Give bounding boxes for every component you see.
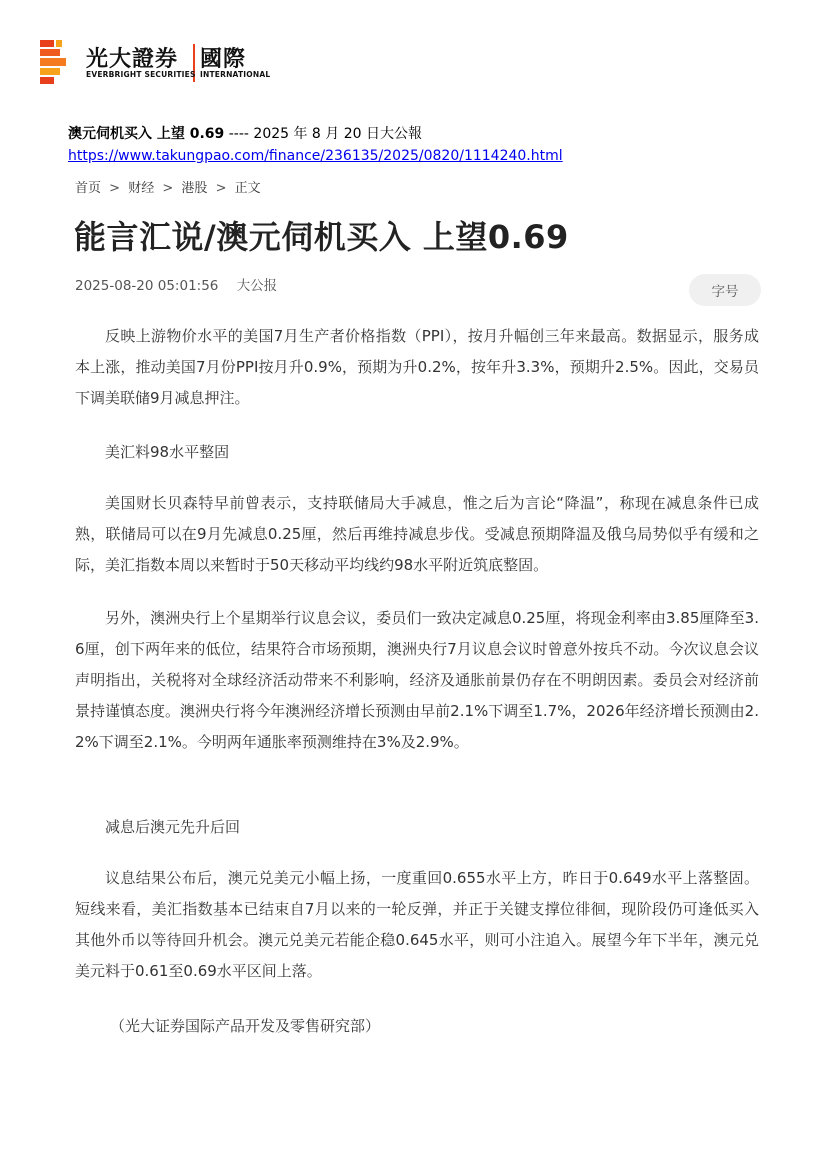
article-paragraph-3: 另外，澳洲央行上个星期举行议息会议，委员们一致决定减息0.25厘，将现金利率由3.85厘降至3.6厘，创下两年来的低位，结果符合市场预期，澳洲央行7月议息会议时曾意外按兵不动。今次议息会议声明指出，关税将对全球经济活动带来不利影响，经济及通胀前景仍存在不明朗因素。委员会对经济前景持谨慎态度。澳洲央行将今年澳洲经济增长预测由早前2.1%下调至1.7%，2026年经济增长预测由2.2%下调至2.1%。今明两年通胀率预测维持在3%及2.9%。	[75, 609, 759, 751]
logo-english-international: INTERNATIONAL	[200, 70, 271, 79]
logo-chinese-name: 光大證券	[86, 47, 179, 72]
company-logo	[40, 40, 280, 84]
source-headline: 澳元伺机买入 上望 0.69	[68, 126, 225, 142]
article-datetime: 2025-08-20 05:01:56	[75, 278, 219, 294]
article-title: 能言汇说/澳元伺机买入 上望0.69	[74, 218, 569, 256]
breadcrumb-hk-stocks[interactable]: 港股	[181, 181, 208, 196]
breadcrumb-separator: >	[215, 181, 227, 196]
article-meta	[75, 274, 277, 294]
source-line	[68, 123, 422, 143]
breadcrumb-separator: >	[109, 181, 121, 196]
logo-chinese-international: 國際	[200, 47, 247, 72]
everbright-logo-mark-icon	[40, 40, 72, 84]
breadcrumb-home[interactable]: 首页	[75, 181, 102, 196]
breadcrumb	[75, 177, 261, 196]
font-size-button[interactable]: 字号	[689, 274, 761, 306]
article-source: 大公报	[236, 278, 278, 294]
source-url-link[interactable]: https://www.takungpao.com/finance/236135/2025/0820/1114240.html	[68, 148, 563, 164]
breadcrumb-finance[interactable]: 财经	[128, 181, 155, 196]
breadcrumb-article: 正文	[234, 181, 261, 196]
article-paragraph-2: 美国财长贝森特早前曾表示，支持联储局大手减息，惟之后为言论“降温”，称现在减息条件已成熟，联储局可以在9月先减息0.25厘，然后再维持减息步伐。受减息预期降温及俄乌局势似乎有缓和之际，美汇指数本周以来暂时于50天移动平均线约98水平附近筑底整固。	[75, 494, 759, 574]
source-note: ---- 2025 年 8 月 20 日大公報	[228, 126, 423, 142]
logo-english-name: EVERBRIGHT SECURITIES	[86, 70, 196, 79]
article-paragraph-4: 议息结果公布后，澳元兑美元小幅上扬，一度重回0.655水平上方，昨日于0.649水平上落整固。短线来看，美汇指数基本已结束自7月以来的一轮反弹，并正于关键支撑位徘徊，现阶段仍可逢低买入其他外币以等待回升机会。澳元兑美元若能企稳0.645水平，则可小注追入。展望今年下半年，澳元兑美元料于0.61至0.69水平区间上落。	[75, 869, 759, 980]
article-paragraph-1: 反映上游物价水平的美国7月生产者价格指数（PPI），按月升幅创三年来最高。数据显示，服务成本上涨，推动美国7月份PPI按月升0.9%，预期为升0.2%，按年升3.3%，预期升2.5%。因此，交易员下调美联储9月减息押注。	[75, 327, 759, 407]
article-subheading-1: 美汇料98水平整固	[105, 443, 230, 461]
breadcrumb-separator: >	[162, 181, 174, 196]
article-subheading-2: 减息后澳元先升后回	[105, 818, 241, 836]
article-signoff: （光大证券国际产品开发及零售研究部）	[110, 1017, 381, 1035]
